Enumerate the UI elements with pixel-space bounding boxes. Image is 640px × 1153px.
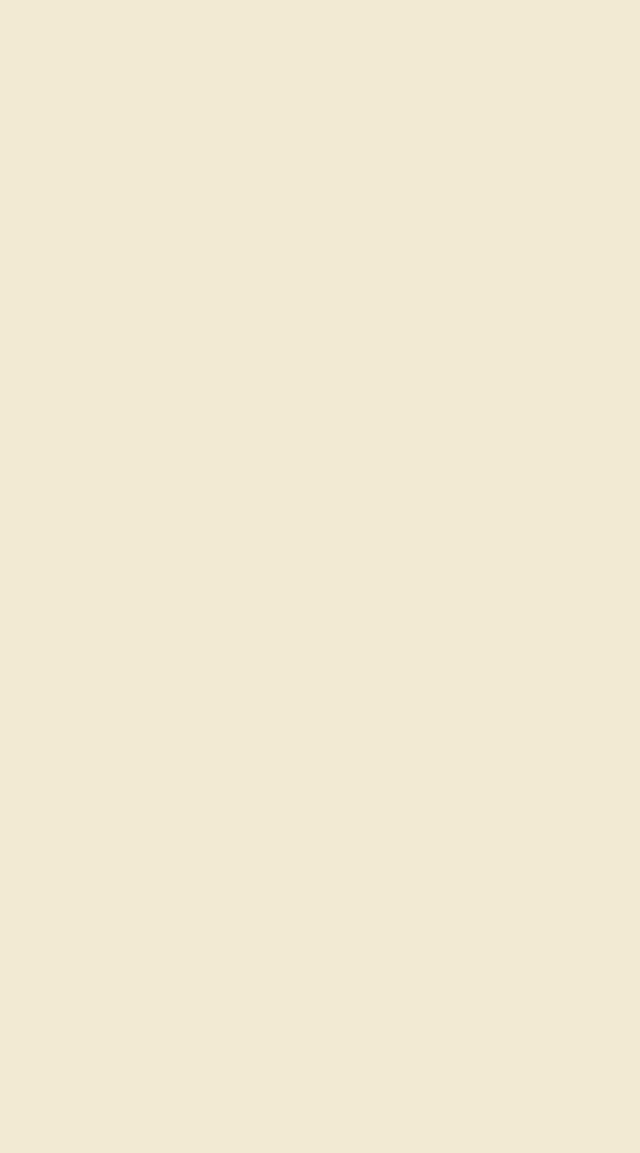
page-header: [0, 4, 640, 28]
